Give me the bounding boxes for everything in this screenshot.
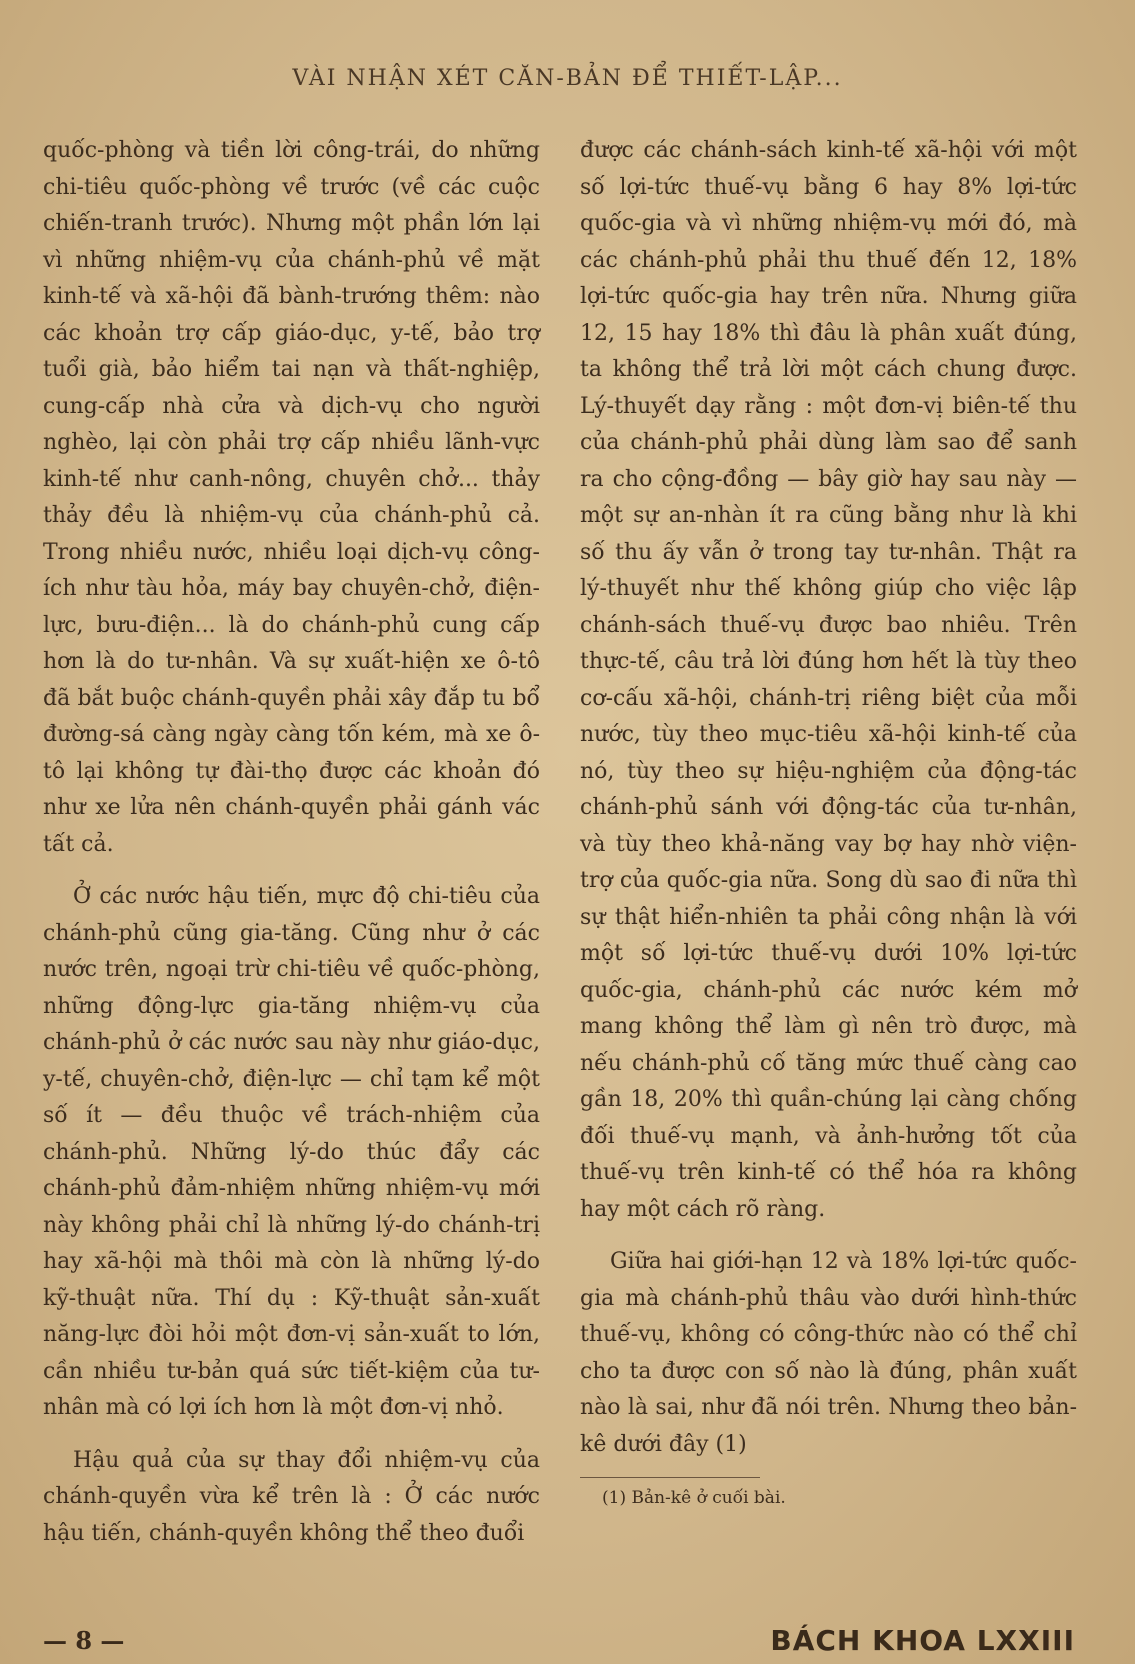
right-column [580, 133, 1077, 1510]
left-paragraph-3: Hậu quả của sự thay đổi nhiệm-vụ của chánh-quyền vừa kể trên là : Ở các nước hậu tiến, chánh-quyền không thể theo đuổi [43, 1447, 540, 1546]
left-paragraph-2: Ở các nước hậu tiến, mực độ chi-tiêu của chánh-phủ cũng gia-tăng. Cũng như ở các nước trên, ngoại trừ chi-tiêu về quốc-phòng, những động-lực gia-tăng nhiệm-vụ của chánh-phủ ở các nước sau này như giáo-dục, y-tế, chuyên-chở, điện-lực — chỉ tạm kể một số ít — đều thuộc về trách-nhiệm của chánh-phủ. Những lý-do thúc đẩy các chánh-phủ đảm-nhiệm những nhiệm-vụ mới này không phải chỉ là những lý-do chánh-trị hay xã-hội mà thôi mà còn là những lý-do kỹ-thuật nữa. Thí dụ : Kỹ-thuật sản-xuất năng-lực đòi hỏi một đơn-vị sản-xuất to lớn, cần nhiều tư-bản quá sức tiết-kiệm của tư-nhân mà có lợi ích hơn là một đơn-vị nhỏ. [43, 884, 540, 1420]
running-header: VÀI NHẬN XÉT CĂN-BẢN ĐỂ THIẾT-LẬP... [292, 66, 843, 91]
publication-title: BÁCH KHOA LXXIII [770, 1624, 1075, 1657]
right-paragraph-1: được các chánh-sách kinh-tế xã-hội với một số lợi-tức thuế-vụ bằng 6 hay 8% lợi-tức quốc-gia và vì những nhiệm-vụ mới đó, mà các chánh-phủ phải thu thuế đến 12, 18% lợi-tức quốc-gia hay trên nữa. Nhưng giữa 12, 15 hay 18% thì đâu là phân xuất đúng, ta không thể trả lời một cách chung được. Lý-thuyết dạy rằng : một đơn-vị biên-tế thu của chánh-phủ phải dùng làm sao để sanh ra cho cộng-đồng — bây giờ hay sau này — một sự an-nhàn ít ra cũng bằng như là khi số thu ấy vẫn ở trong tay tư-nhân. Thật ra lý-thuyết như thế không giúp cho việc lập chánh-sách thuế-vụ được bao nhiêu. Trên thực-tế, câu trả lời đúng hơn hết là tùy theo cơ-cấu xã-hội, chánh-trị riêng biệt của mỗi nước, tùy theo mục-tiêu xã-hội kinh-tế của nó, tùy theo sự hiệu-nghiệm của động-tác chánh-phủ sánh với động-tác của tư-nhân, và tùy theo khả-năng vay bợ hay nhờ viện-trợ của quốc-gia nữa. Song dù sao đi nữa thì sự thật hiển-nhiên ta phải công nhận là với một số lợi-tức thuế-vụ dưới 10% lợi-tức quốc-gia, chánh-phủ các nước kém mở mang không thể làm gì nên trò được, mà nếu chánh-phủ cố tăng mức thuế càng cao gần 18, 20% thì quần-chúng lại càng chống đối thuế-vụ mạnh, và ảnh-hưởng tốt của thuế-vụ trên kinh-tế có thể hóa ra không hay một cách rõ ràng. [580, 138, 1077, 1222]
left-column [43, 133, 540, 1552]
right-paragraph-2: Giữa hai giới-hạn 12 và 18% lợi-tức quốc-gia mà chánh-phủ thâu vào dưới hình-thức thuế-vụ, không có công-thức nào có thể chỉ cho ta được con số nào là đúng, phân xuất nào là sai, như đã nói trên. Nhưng theo bản-kê dưới đây (1) [580, 1249, 1077, 1457]
left-paragraph-1: quốc-phòng và tiền lời công-trái, do những chi-tiêu quốc-phòng về trước (về các cuộc chiến-tranh trước). Nhưng một phần lớn lại vì những nhiệm-vụ của chánh-phủ về mặt kinh-tế và xã-hội đã bành-trướng thêm: nào các khoản trợ cấp giáo-dục, y-tế, bảo trợ tuổi già, bảo hiểm tai nạn và thất-nghiệp, cung-cấp nhà cửa và dịch-vụ cho người nghèo, lại còn phải trợ cấp nhiều lãnh-vực kinh-tế như canh-nông, chuyên chở... thảy thảy đều là nhiệm-vụ của chánh-phủ cả. Trong nhiều nước, nhiều loại dịch-vụ công-ích như tàu hỏa, máy bay chuyên-chở, điện-lực, bưu-điện... là do chánh-phủ cung cấp hơn là do tư-nhân. Và sự xuất-hiện xe ô-tô đã bắt buộc chánh-quyền phải xây đắp tu bổ đường-sá càng ngày càng tốn kém, mà xe ô-tô lại không tự đài-thọ được các khoản đó như xe lửa nên chánh-quyền phải gánh vác tất cả. [43, 138, 540, 857]
page-number: — 8 — [43, 1626, 125, 1655]
footnote-divider [580, 1477, 760, 1478]
footnote: (1) Bản-kê ở cuối bài. [602, 1488, 786, 1508]
